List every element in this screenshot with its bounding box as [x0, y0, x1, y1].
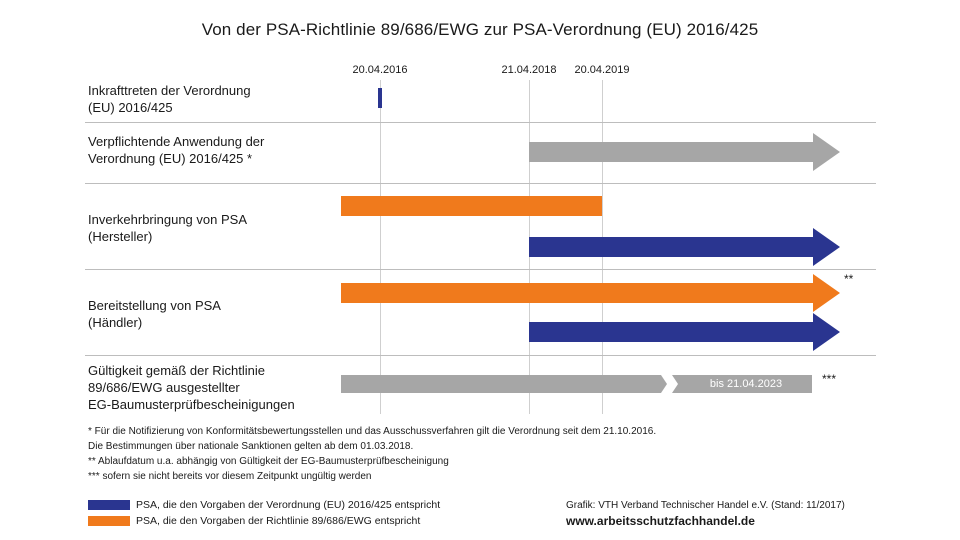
- graphic-credit: Grafik: VTH Verband Technischer Handel e.V. (Stand: 11/2017): [566, 500, 845, 511]
- bereitstellung-blue-arrow: [529, 313, 840, 351]
- footnote: * Für die Notifizierung von Konformitätsbewertungsstellen und das Ausschussverfahren gilt die Verordnung seit dem 21.10.2016.: [88, 426, 657, 437]
- legend-item-richtlinie: [88, 515, 420, 527]
- double-asterisk: **: [844, 272, 854, 286]
- website-url: www.arbeitsschutzfachhandel.de: [566, 514, 755, 528]
- row-label-line: 89/686/EWG ausgestellter: [88, 380, 240, 395]
- row-label-line: (Händler): [88, 315, 143, 330]
- bereitstellung-orange-arrow: [341, 274, 840, 312]
- row-label-line: Inverkehrbringung von PSA: [88, 212, 247, 227]
- inkrafttreten-marker: [378, 88, 382, 108]
- legend-label: PSA, die den Vorgaben der Verordnung (EU) 2016/425 entspricht: [136, 499, 441, 511]
- footnote: *** sofern sie nicht bereits vor diesem Zeitpunkt ungültig werden: [88, 471, 372, 482]
- row-label-line: Inkrafttreten der Verordnung: [88, 83, 251, 98]
- row-label-line: Verpflichtende Anwendung der: [88, 134, 265, 149]
- footnote: ** Ablaufdatum u.a. abhängig von Gültigkeit der EG-Baumusterprüfbescheinigung: [88, 456, 449, 467]
- date-label-2019: 20.04.2019: [574, 64, 630, 76]
- legend-item-verordnung: [88, 499, 440, 511]
- date-label-2018: 21.04.2018: [501, 64, 557, 76]
- legend-swatch-blue: [88, 500, 130, 510]
- gueltigkeit-gray-bar: [341, 375, 667, 393]
- chart-title: Von der PSA-Richtlinie 89/686/EWG zur PSA-Verordnung (EU) 2016/425: [201, 20, 759, 39]
- row-label-line: (EU) 2016/425: [88, 100, 173, 115]
- legend-label: PSA, die den Vorgaben der Richtlinie 89/686/EWG entspricht: [136, 515, 421, 527]
- legend-swatch-orange: [88, 516, 130, 526]
- inverkehrbringung-orange-bar: [341, 196, 602, 216]
- inverkehrbringung-blue-arrow: [529, 228, 840, 266]
- row-label-line: EG-Baumusterprüfbescheinigungen: [88, 397, 295, 412]
- bis-date-label: bis 21.04.2023: [709, 378, 783, 390]
- triple-asterisk: ***: [822, 372, 837, 386]
- footnote: Die Bestimmungen über nationale Sanktionen gelten ab dem 01.03.2018.: [88, 441, 414, 452]
- anwendung-arrow: [529, 133, 840, 171]
- date-label-2016: 20.04.2016: [352, 64, 408, 76]
- row-label-line: (Hersteller): [88, 229, 153, 244]
- row-label-line: Bereitstellung von PSA: [88, 298, 221, 313]
- row-label-line: Verordnung (EU) 2016/425 *: [88, 151, 253, 166]
- row-label-line: Gültigkeit gemäß der Richtlinie: [88, 363, 266, 378]
